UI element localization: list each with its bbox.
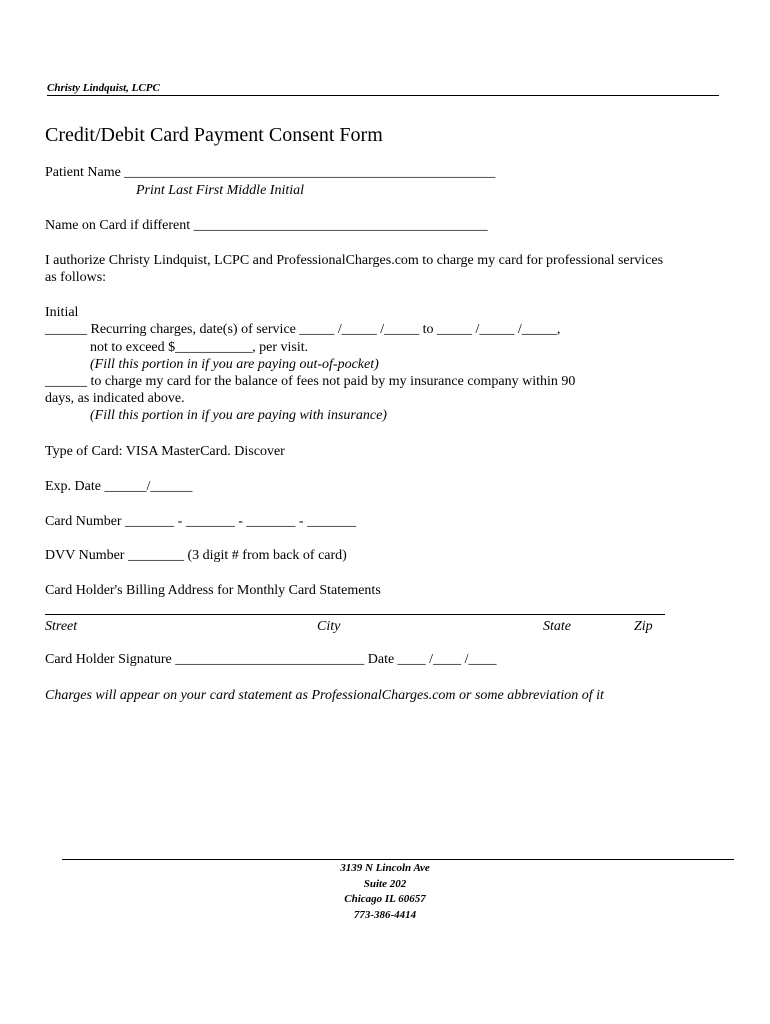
footer-city: Chicago IL 60657 [344,893,426,905]
patient-name-hint: Print Last First Middle Initial [136,183,305,198]
dvv-number-field[interactable]: DVV Number ________ (3 digit # from back of card) [45,548,347,563]
authorization-line-1: I authorize Christy Lindquist, LCPC and ProfessionalCharges.com to charge my card for professional services [45,253,664,268]
billing-city-label: City [317,619,341,634]
billing-state-label: State [543,619,571,634]
footer-divider [62,859,734,860]
authorization-line-2: as follows: [45,270,107,285]
signature-field[interactable]: Card Holder Signature ___________________________ Date ____ /____ /____ [45,652,497,667]
page-title: Credit/Debit Card Payment Consent Form [45,124,383,146]
exp-date-field[interactable]: Exp. Date ______/______ [45,479,193,494]
recurring-note: (Fill this portion in if you are paying out-of-pocket) [90,357,379,372]
card-number-field[interactable]: Card Number _______ - _______ - _______ - _______ [45,514,357,529]
practice-header: Christy Lindquist, LCPC [47,82,719,96]
recurring-limit-field[interactable]: not to exceed $___________, per visit. [90,340,309,355]
footer-street: 3139 N Lincoln Ave [340,862,430,874]
footer-phone: 773-386-4414 [353,908,417,921]
billing-zip-label: Zip [634,619,653,634]
insurance-note: (Fill this portion in if you are paying with insurance) [90,408,387,423]
insurance-balance-option[interactable]: ______ to charge my card for the balance of fees not paid by my insurance company within 90 [45,374,576,389]
recurring-charges-option[interactable]: ______ Recurring charges, date(s) of service _____ /_____ /_____ to _____ /_____ /_____, [45,322,561,337]
charges-note: Charges will appear on your card statement as ProfessionalCharges.com or some abbreviation of it [45,688,604,703]
initial-label: Initial [45,305,79,320]
insurance-balance-line-2: days, as indicated above. [45,391,185,406]
footer-suite: Suite 202 [363,877,407,890]
footer-address [285,861,485,923]
billing-address-line[interactable] [45,614,665,615]
patient-name-field[interactable]: Patient Name _____________________________________________________ [45,165,496,180]
name-on-card-field[interactable]: Name on Card if different __________________________________________ [45,218,488,233]
billing-street-label: Street [45,619,78,634]
billing-address-label: Card Holder's Billing Address for Monthly Card Statements [45,583,381,598]
card-type-field[interactable]: Type of Card: VISA MasterCard. Discover [45,444,285,459]
